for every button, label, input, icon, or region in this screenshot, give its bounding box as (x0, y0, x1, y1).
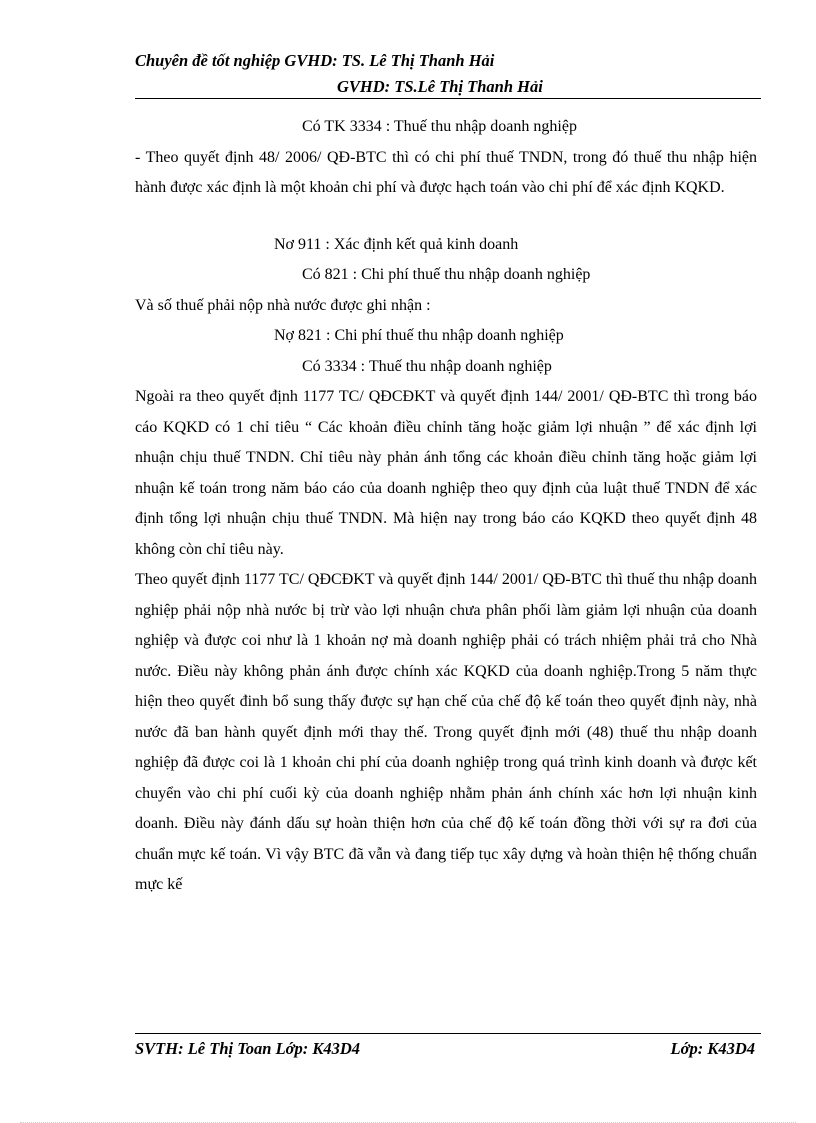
page-footer (135, 1038, 755, 1060)
journal-credit-3334-second: Có 3334 : Thuế thu nhập doanh nghiệp (302, 357, 552, 375)
page-header (135, 48, 761, 100)
footer-student: SVTH: Lê Thị Toan Lớp: K43D4 (135, 1039, 361, 1058)
journal-debit-821: Nợ 821 : Chi phí thuế thu nhập doanh nghiệp (274, 327, 564, 344)
paragraph-decision-1177: Ngoài ra theo quyết định 1177 TC/ QĐCĐKT và quyết định 144/ 2001/ QĐ-BTC thì trong báo cáo KQKD có 1 chỉ tiêu “ Các khoản điều chỉnh tăng hoặc giảm lợi nhuận ” để xác định lợi nhuận chịu thuế TNDN. Chỉ tiêu này phản ánh tổng các khoản điều chỉnh tăng hoặc giảm lợi nhuận kế toán trong năm báo cáo của doanh nghiệp theo quy định của luật thuế TNDN để xác định tổng lợi nhuận chịu thuế TNDN. Mà hiện nay trong báo cáo KQKD theo quyết định 48 không còn chỉ tiêu này. (135, 388, 757, 558)
journal-credit-821: Có 821 : Chi phí thuế thu nhập doanh nghiệp (302, 266, 591, 283)
spacer (135, 204, 757, 230)
header-supervisor: GVHD: TS.Lê Thị Thanh Hải (337, 77, 543, 96)
footer-class: Lớp: K43D4 (670, 1039, 755, 1058)
paragraph-comparison: Theo quyết định 1177 TC/ QĐCĐKT và quyết định 144/ 2001/ QĐ-BTC thì thuế thu nhập doanh nghiệp phải nộp nhà nước bị trừ vào lợi nhuận chưa phân phối làm giảm lợi nhuận của doanh nghiệp và được coi như là 1 khoản nợ mà doanh nghiệp phải có trách nhiệm phải trả cho Nhà nước. Điều này không phản ánh được chính xác KQKD của doanh nghiệp.Trong 5 năm thực hiện theo quyết đinh bổ sung thấy được sự hạn chế của chế độ kế toán theo quyết định này, nhà nước đã ban hành quyết định mới thay thế. Trong quyết định mới (48) thuế thu nhập doanh nghiệp đã được coi là 1 khoản chi phí của doanh nghiệp trong quá trình kinh doanh và được kết chuyển vào chi phí cuối kỳ của doanh nghiệp nhằm phản ánh chính xác hơn lợi nhuận kinh doanh. Điều này đánh dấu sự hoàn thiện hơn của chế độ kế toán đồng thời với sự ra đơi của chuẩn mực kế toán. Vì vậy BTC đã vẫn và đang tiếp tục xây dựng và hoàn thiện hệ thống chuẩn mực kế (135, 571, 757, 893)
header-rule (135, 98, 761, 99)
journal-credit-3334: Có TK 3334 : Thuế thu nhập doanh nghiệp (302, 118, 577, 135)
journal-debit-911: Nơ 911 : Xác định kết quả kinh doanh (274, 235, 519, 253)
page-body (135, 112, 757, 901)
footer-rule (135, 1033, 761, 1034)
tax-payable-line: Và số thuế phải nộp nhà nước được ghi nhận : (135, 296, 431, 314)
header-title: Chuyên đề tốt nghiệp GVHD: TS. Lê Thị Thanh Hải (135, 51, 495, 70)
paragraph-decision-48: - Theo quyết định 48/ 2006/ QĐ-BTC thì có chi phí thuế TNDN, trong đó thuế thu nhập hiện hành được xác định là một khoản chi phí và được hạch toán vào chi phí để xác định KQKD. (135, 148, 757, 196)
